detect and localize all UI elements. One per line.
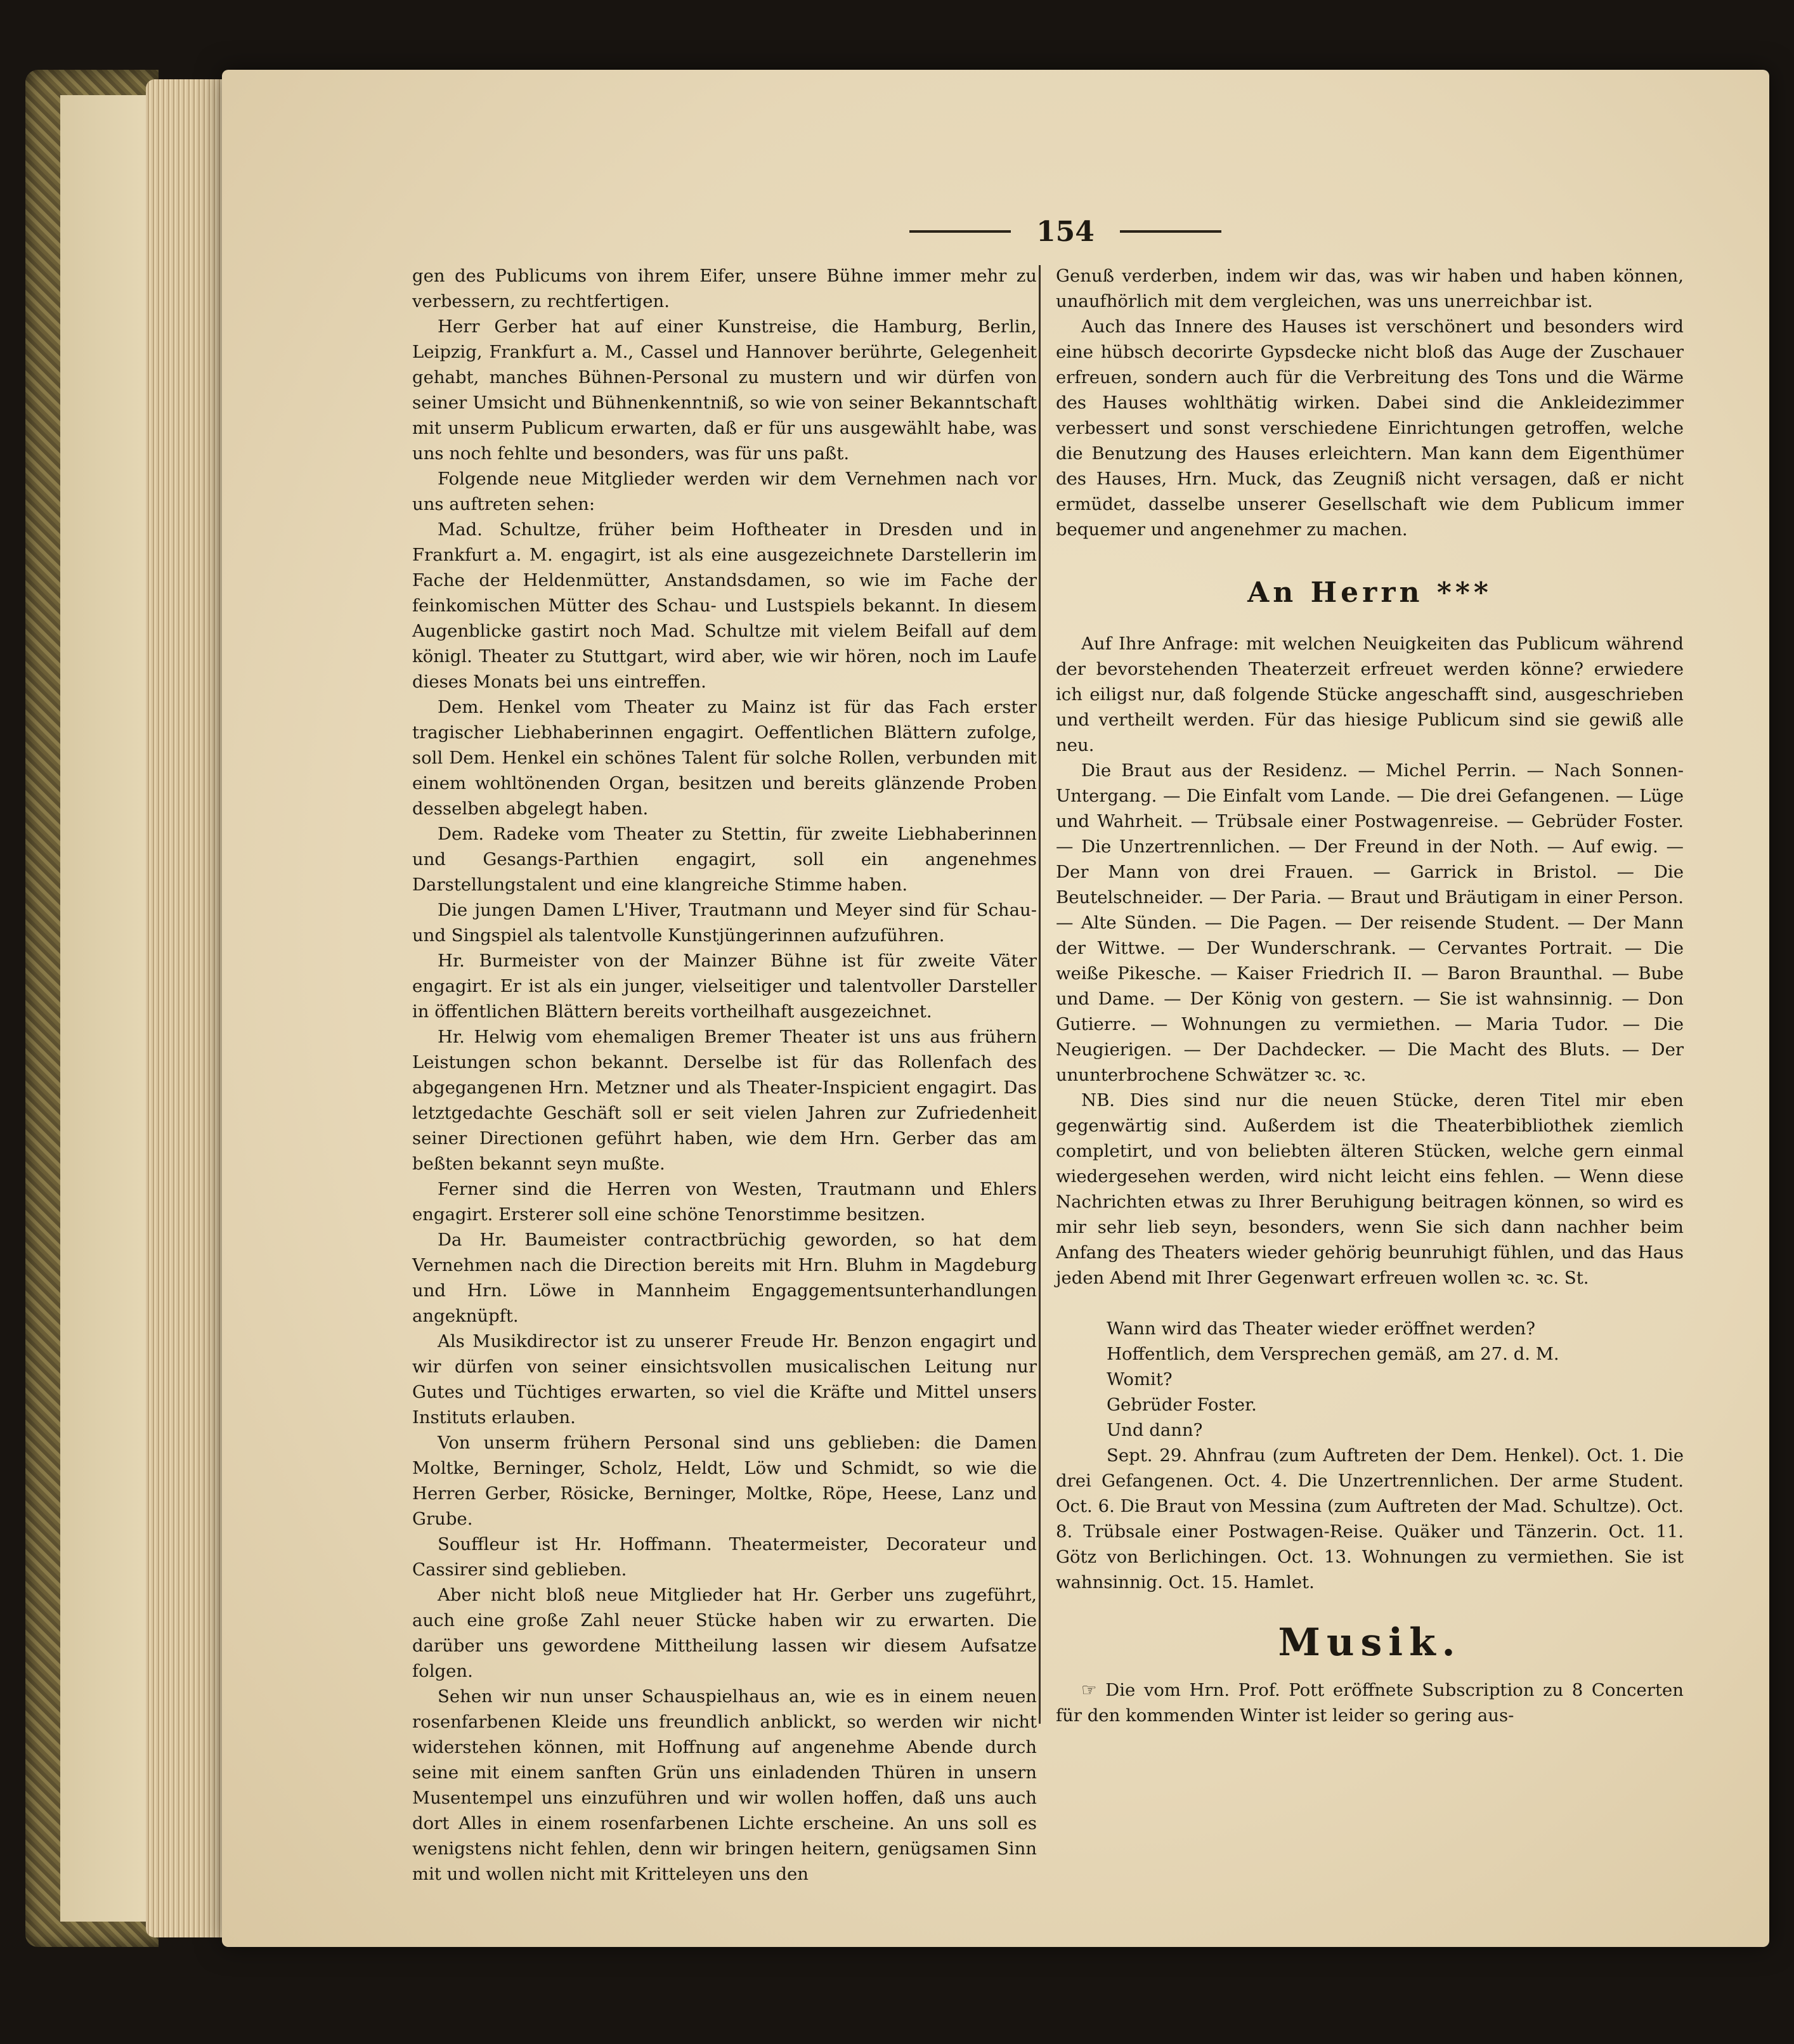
- page-header: [875, 212, 1256, 251]
- page-number: 154: [1036, 215, 1095, 248]
- schedule: Sept. 29. Ahnfrau (zum Auftreten der Dem. Henkel). Oct. 1. Die drei Gefangenen. Oct. 4. Die Unzertrennlichen. Der arme Student. Oct. 6. Die Braut von Messina (zum Auftreten der Mad. Schultze). Oct. 8. Trübsale einer Postwagen-Reise. Quäker und Tänzerin. Oct. 11. Götz von Berlichingen. Oct. 13. Wohnungen zu vermiethen. Sie ist wahnsinnig. Oct. 15. Hamlet.: [1056, 1445, 1684, 1592]
- qa-block: [1056, 1316, 1684, 1595]
- section-title-musik: Musik.: [1278, 1620, 1462, 1665]
- paragraph: Ferner sind die Herren von Westen, Trautmann und Ehlers engagirt. Ersterer soll eine schöne Tenorstimme besitzen.: [412, 1179, 1037, 1225]
- paragraph: Von unserm frühern Personal sind uns geblieben: die Damen Moltke, Berninger, Scholz, Heldt, Löw und Schmidt, so wie die Herren Gerber, Rösicke, Berninger, Moltke, Röpe, Heese, Lanz und Grube.: [412, 1433, 1037, 1529]
- paragraph: Dem. Henkel vom Theater zu Mainz ist für das Fach erster tragischer Liebhaberinnen engagirt. Oeffentlichen Blättern zufolge, soll Dem. Henkel ein schönes Talent für solche Rollen, verbunden mit einem wohltönenden Organ, besitzen und bereits glänzende Proben desselben abgelegt haben.: [412, 697, 1037, 819]
- left-column: [412, 263, 1037, 1887]
- paragraph: Hr. Helwig vom ehemaligen Bremer Theater ist uns aus frühern Leistungen schon bekannt. Derselbe ist für das Rollenfach des abgegangenen Hrn. Metzner und als Theater-Inspicient engagirt. Das letztgedachte Geschäft soll er seit vielen Jahren zur Zufriedenheit seiner Directionen geführt haben, wie dem Hrn. Gerber das am beßten bekannt seyn mußte.: [412, 1027, 1037, 1174]
- spacer: [1056, 1291, 1684, 1316]
- paragraph: Souffleur ist Hr. Hoffmann. Theatermeister, Decorateur und Cassirer sind geblieben.: [412, 1534, 1037, 1580]
- paragraph: Als Musikdirector ist zu unserer Freude Hr. Benzon engagirt und wir dürfen von seiner einsichtsvollen musicalischen Leitung nur Gutes und Tüchtiges erwarten, so viel die Kräfte und Mittel unsers Instituts erlauben.: [412, 1331, 1037, 1428]
- paragraph: Auch das Innere des Hauses ist verschönert und besonders wird eine hübsch decorirte Gypsdecke nicht bloß das Auge der Zuschauer erfreuen, sondern auch für die Verbreitung des Tons und die Wärme des Hauses wohlthätig wirken. Dabei sind die Ankleidezimmer verbessert und sonst verschiedene Einrichtungen getroffen, welche die Benutzung des Hauses erleichtern. Man kann dem Eigenthümer des Hauses, Hrn. Muck, das Zeugniß nicht versagen, daß er nicht ermüdet, dasselbe unserer Gesellschaft wie dem Publicum immer bequemer und angenehmer zu machen.: [1056, 316, 1684, 540]
- paragraph: Mad. Schultze, früher beim Hoftheater in Dresden und in Frankfurt a. M. engagirt, ist als eine ausgezeichnete Darstellerin im Fache der Heldenmütter, Anstandsdamen, so wie im Fache der feinkomischen Mütter des Schau- und Lustspiels bekannt. In diesem Augenblicke gastirt noch Mad. Schultze mit vielem Beifall auf dem königl. Theater zu Stuttgart, wird aber, wie wir hören, noch im Laufe dieses Monats bei uns eintreffen.: [412, 519, 1037, 692]
- paragraph: Folgende neue Mitglieder werden wir dem Vernehmen nach vor uns auftreten sehen:: [412, 469, 1037, 514]
- book-flyleaf: [60, 95, 155, 1922]
- paragraph: NB. Dies sind nur die neuen Stücke, deren Titel mir eben gegenwärtig sind. Außerdem ist die Theaterbibliothek ziemlich completirt, und von beliebten älteren Stücken, welche gern einmal wiedergesehen werden, wird nicht leicht eins fehlen. — Wenn diese Nachrichten etwas zu Ihrer Beruhigung beitragen können, so wird es mir sehr lieb seyn, besonders, wenn Sie sich dann nachher beim Anfang des Theaters wieder gehörig beunruhigt fühlen, und das Haus jeden Abend mit Ihrer Gegenwart erfreuen wollen ꝛc. ꝛc. St.: [1056, 1090, 1684, 1288]
- paragraph: Genuß verderben, indem wir das, was wir haben und haben können, unaufhörlich mit dem vergleichen, was uns unerreichbar ist.: [1056, 266, 1684, 311]
- paragraph: Herr Gerber hat auf einer Kunstreise, die Hamburg, Berlin, Leipzig, Frankfurt a. M., Cassel und Hannover berührte, Gelegenheit gehabt, manches Bühnen-Personal zu mustern und wir dürfen von seiner Umsicht und Bühnenkenntniß, so wie von seiner Bekanntschaft mit unserm Publicum erwarten, daß er für uns ausgewählt habe, was uns noch fehlte und besonders, was für uns paßt.: [412, 316, 1037, 464]
- paragraph: Die jungen Damen L'Hiver, Trautmann und Meyer sind für Schau- und Singspiel als talentvolle Kunstjüngerinnen aufzuführen.: [412, 900, 1037, 946]
- paragraph: Hr. Burmeister von der Mainzer Bühne ist für zweite Väter engagirt. Er ist als ein junger, vielseitiger und talentvoller Darsteller in öffentlichen Blättern bereits vortheilhaft ausgezeichnet.: [412, 951, 1037, 1022]
- paragraph: Dem. Radeke vom Theater zu Stettin, für zweite Liebhaberinnen und Gesangs-Parthien engagirt, soll ein angenehmes Darstellungstalent und eine klangreiche Stimme haben.: [412, 824, 1037, 895]
- paragraph: Die Braut aus der Residenz. — Michel Perrin. — Nach Sonnen-Untergang. — Die Einfalt vom Lande. — Die drei Gefangenen. — Lüge und Wahrheit. — Trübsale einer Postwagenreise. — Gebrüder Foster. — Die Unzertrennlichen. — Der Freund in der Noth. — Auf ewig. — Der Mann von drei Frauen. — Garrick in Bristol. — Die Beutelschneider. — Der Paria. — Braut und Bräutigam in einer Person. — Alte Sünden. — Die Pagen. — Der reisende Student. — Der Mann der Wittwe. — Der Wunderschrank. — Cervantes Portrait. — Die weiße Pikesche. — Kaiser Friedrich II. — Baron Braunthal. — Bube und Dame. — Der König von gestern. — Sie ist wahnsinnig. — Don Gutierre. — Wohnungen zu vermiethen. — Maria Tudor. — Die Neugierigen. — Der Dachdecker. — Die Macht des Bluts. — Der ununterbrochene Schwätzer ꝛc. ꝛc.: [1056, 760, 1684, 1085]
- paragraph: Aber nicht bloß neue Mitglieder hat Hr. Gerber uns zugeführt, auch eine große Zahl neuer Stücke haben wir zu erwarten. Die darüber uns gewordene Mittheilung lassen wir diesem Aufsatze folgen.: [412, 1585, 1037, 1681]
- qa-line: Und dann?: [1107, 1420, 1203, 1440]
- paragraph: Auf Ihre Anfrage: mit welchen Neuigkeiten das Publicum während der bevorstehenden Theaterzeit erfreuet werden könne? erwiedere ich eiligst nur, daß folgende Stücke angeschafft sind, ausgeschrieben und vertheilt werden. Für das hiesige Publicum sind sie gewiß alle neu.: [1056, 634, 1684, 755]
- qa-line: Wann wird das Theater wieder eröffnet werden?: [1107, 1318, 1536, 1339]
- paragraph: ☞ Die vom Hrn. Prof. Pott eröffnete Subscription zu 8 Concerten für den kommenden Winter ist leider so gering aus-: [1056, 1680, 1684, 1726]
- right-column: [1056, 263, 1684, 1728]
- header-rule-left: [909, 230, 1011, 233]
- paragraph: Sehen wir nun unser Schauspielhaus an, wie es in einem neuen rosenfarbenen Kleide uns freundlich anblickt, so werden wir nicht widerstehen können, mit Hoffnung auf angenehme Abende durch seine mit einem sanften Grün uns einladenden Thüren in unsern Musentempel uns einzuführen und wir wollen hoffen, daß uns auch dort Alles in einem rosenfarbenen Lichte erscheine. An uns soll es wenigstens nicht fehlen, denn wir bringen heitern, genügsamen Sinn mit und wollen nicht mit Kritteleyen uns den: [412, 1686, 1037, 1884]
- paragraph: gen des Publicums von ihrem Eifer, unsere Bühne immer mehr zu verbessern, zu rechtfertigen.: [412, 266, 1037, 311]
- column-divider: [1039, 265, 1041, 1724]
- section-title-an-herrn: An Herrn ***: [1247, 576, 1492, 609]
- paragraph: Da Hr. Baumeister contractbrüchig geworden, so hat dem Vernehmen nach die Direction bereits mit Hrn. Bluhm in Magdeburg und Hrn. Löwe in Mannheim Engaggementsunterhandlungen angeknüpft.: [412, 1230, 1037, 1326]
- qa-line: Hoffentlich, dem Versprechen gemäß, am 27. d. M.: [1107, 1344, 1559, 1364]
- qa-line: Gebrüder Foster.: [1107, 1395, 1257, 1415]
- qa-line: Womit?: [1107, 1369, 1173, 1390]
- header-rule-right: [1120, 230, 1221, 233]
